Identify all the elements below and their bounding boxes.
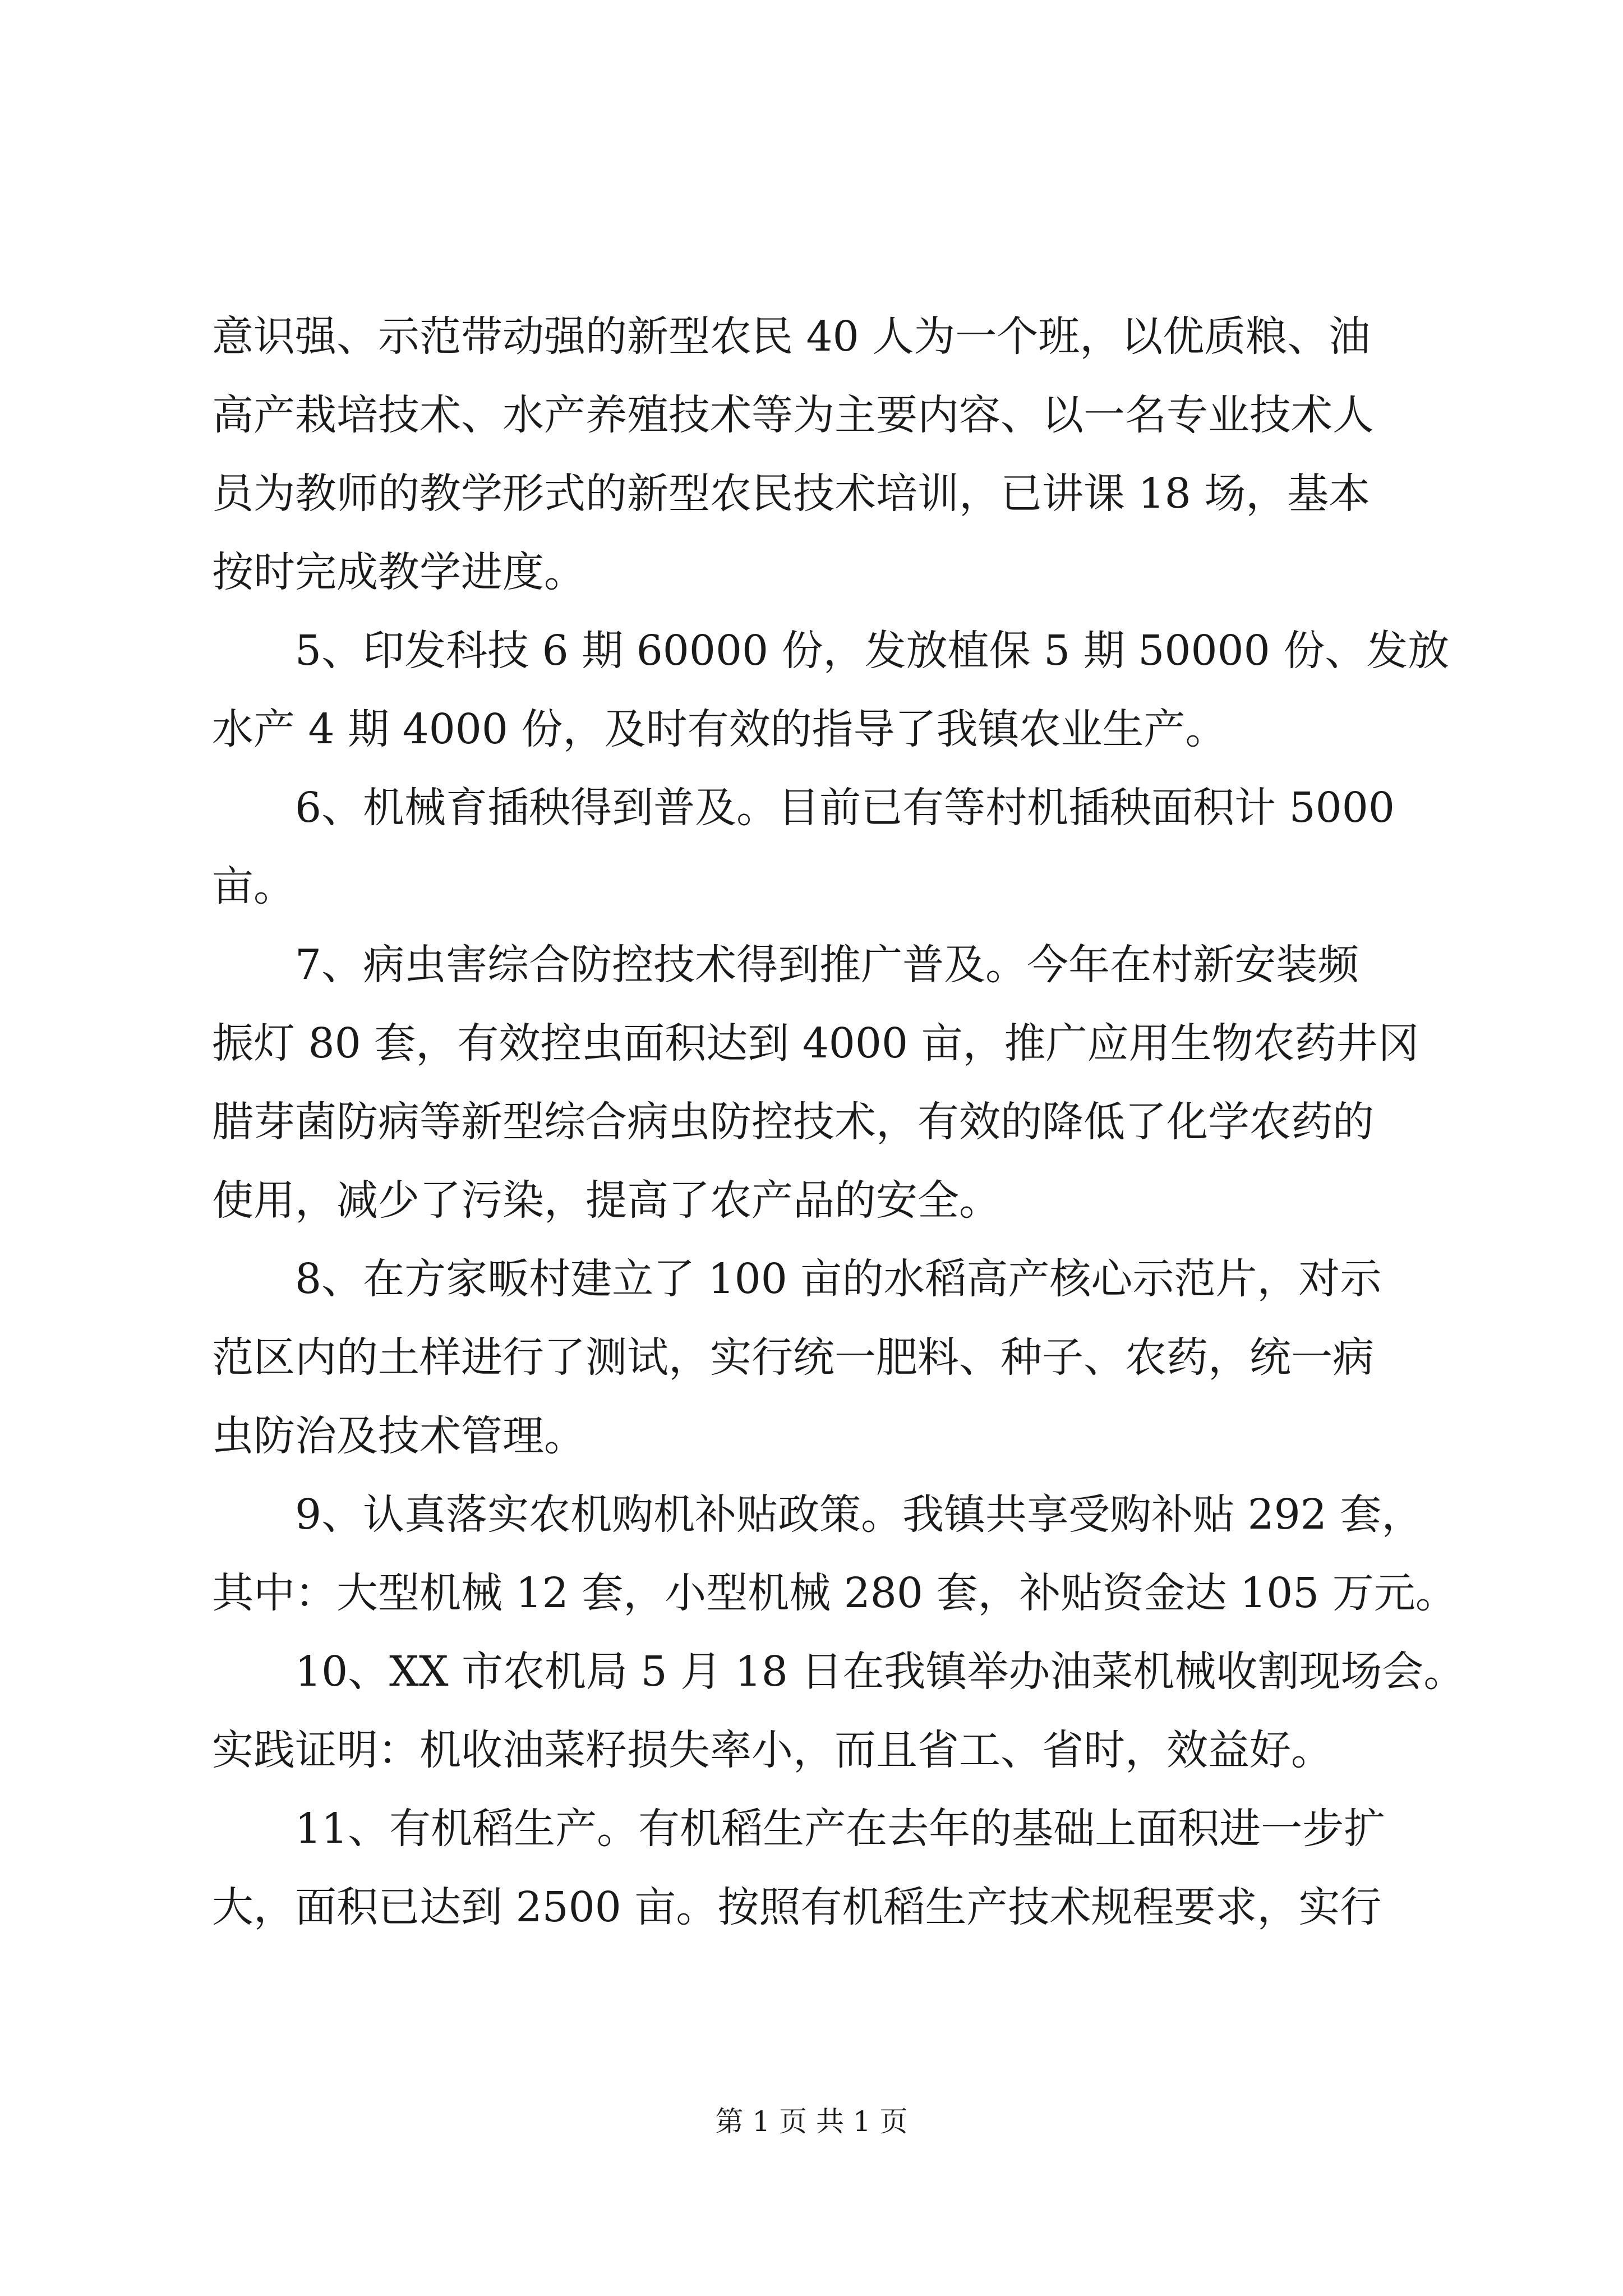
text-line: 水产 4 期 4000 份，及时有效的指导了我镇农业生产。: [212, 705, 1227, 753]
page-footer: 第 1 页 共 1 页: [715, 2105, 908, 2138]
text-line: 虫防治及技术管理。: [212, 1412, 585, 1460]
text-line: 按时完成教学进度。: [212, 548, 585, 596]
paragraph-first-line: 5、印发科技 6 期 60000 份，发放植保 5 期 50000 份、发放: [295, 627, 1450, 675]
paragraph-first-line: 10、XX 市农机局 5 月 18 日在我镇举办油菜机械收割现场会。: [295, 1648, 1465, 1696]
paragraph-first-line: 7、病虫害综合防控技术得到推广普及。今年在村新安装频: [295, 941, 1359, 989]
text-line: 振灯 80 套，有效控虫面积达到 4000 亩，推广应用生物农药井冈: [212, 1019, 1419, 1068]
text-line: 使用，减少了污染，提高了农产品的安全。: [212, 1176, 1000, 1225]
text-line: 大，面积已达到 2500 亩。按照有机稻生产技术规程要求，实行: [212, 1883, 1382, 1931]
text-line: 其中：大型机械 12 套，小型机械 280 套，补贴资金达 105 万元。: [212, 1569, 1457, 1617]
text-line: 意识强、示范带动强的新型农民 40 人为一个班，以优质粮、油: [212, 312, 1371, 361]
text-line: 腊芽菌防病等新型综合病虫防控技术，有效的降低了化学农药的: [212, 1098, 1374, 1146]
paragraph-first-line: 9、认真落实农机购机补贴政策。我镇共享受购补贴 292 套，: [295, 1490, 1423, 1539]
text-line: 高产栽培技术、水产养殖技术等为主要内容、以一名专业技术人: [212, 391, 1374, 439]
text-line: 范区内的土样进行了测试，实行统一肥料、种子、农药，统一病: [212, 1333, 1374, 1382]
text-line: 亩。: [212, 862, 295, 910]
paragraph-first-line: 8、在方家畈村建立了 100 亩的水稻高产核心示范片，对示: [295, 1255, 1382, 1303]
paragraph-first-line: 11、有机稻生产。有机稻生产在去年的基础上面积进一步扩: [295, 1805, 1386, 1853]
paragraph-first-line: 6、机械育插秧得到普及。目前已有等村机插秧面积计 5000: [295, 784, 1395, 832]
text-line: 员为教师的教学形式的新型农民技术培训，已讲课 18 场，基本: [212, 470, 1371, 518]
text-line: 实践证明：机收油菜籽损失率小，而且省工、省时，效益好。: [212, 1726, 1332, 1774]
